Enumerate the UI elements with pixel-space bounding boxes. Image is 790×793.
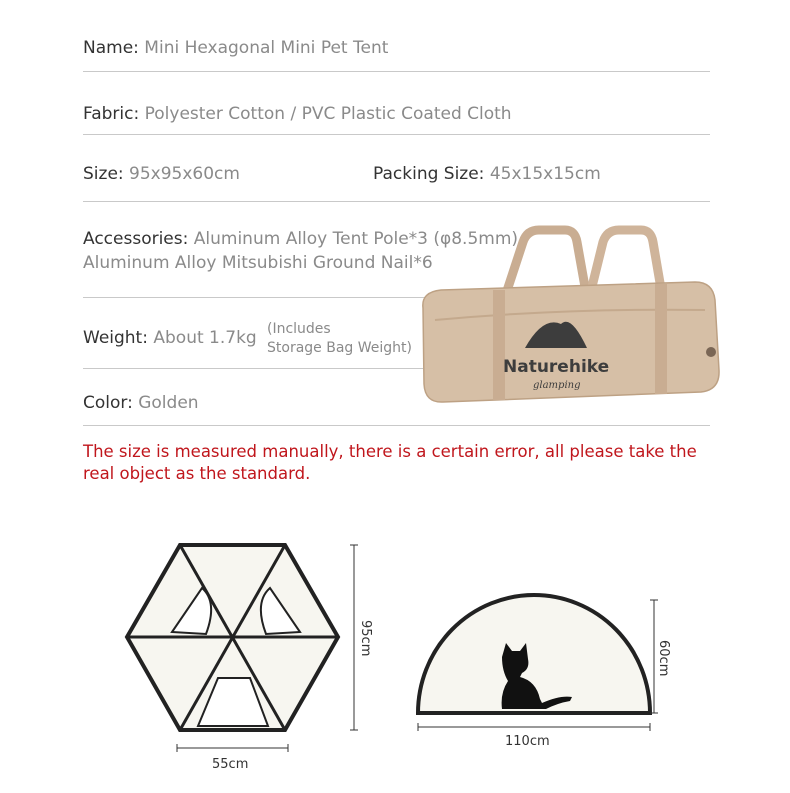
spec-fabric [83,103,512,125]
spec-color [83,392,199,414]
divider [83,368,423,369]
spec-packing-size-label: Packing Size: [373,164,485,184]
spec-weight-note-1: (Includes [267,321,331,337]
spec-packing-size-value: 45x15x15cm [489,164,601,184]
top-view-width-label: 55cm [212,757,249,772]
top-view-height-label: 95cm [358,620,373,657]
tent-top-view-diagram [110,530,373,790]
spec-fabric-label: Fabric: [83,104,140,124]
side-view-height-label: 60cm [656,640,671,677]
storage-bag-image [415,220,725,420]
spec-weight-value: About 1.7kg [153,328,257,348]
spec-size-value: 95x95x60cm [129,164,240,184]
spec-fabric-value: Polyester Cotton / PVC Plastic Coated Cloth [144,104,512,124]
spec-name [83,37,388,59]
spec-name-label: Name: [83,38,139,58]
spec-accessories-value-2: Aluminum Alloy Mitsubishi Ground Nail*6 [83,253,433,273]
bag-strap [655,284,667,394]
spec-color-label: Color: [83,393,133,413]
spec-name-value: Mini Hexagonal Mini Pet Tent [144,38,389,58]
tent-side-view-diagram [410,585,690,760]
bag-brand-text: Naturehike [503,357,610,377]
spec-size [83,163,240,185]
divider [83,71,710,72]
side-view-width-label: 110cm [505,734,550,749]
spec-accessories-line2 [83,252,433,274]
spec-weight-label: Weight: [83,328,148,348]
measurement-notice: The size is measured manually, there is a certain error, all please take the real object as the standard. [83,442,697,483]
spec-accessories-value-1: Aluminum Alloy Tent Pole*3 (φ8.5mm) [193,229,519,249]
spec-accessories-label: Accessories: [83,229,189,249]
divider [83,425,710,426]
divider [83,201,710,202]
bag-brand-subtext: glamping [533,380,581,391]
zipper-pull-icon [706,347,716,357]
spec-size-label: Size: [83,164,124,184]
divider [83,134,710,135]
spec-packing-size [373,163,601,185]
spec-color-value: Golden [138,393,199,413]
spec-weight-note-2: Storage Bag Weight) [267,340,412,356]
bag-strap [493,290,505,400]
spec-weight [83,327,257,349]
